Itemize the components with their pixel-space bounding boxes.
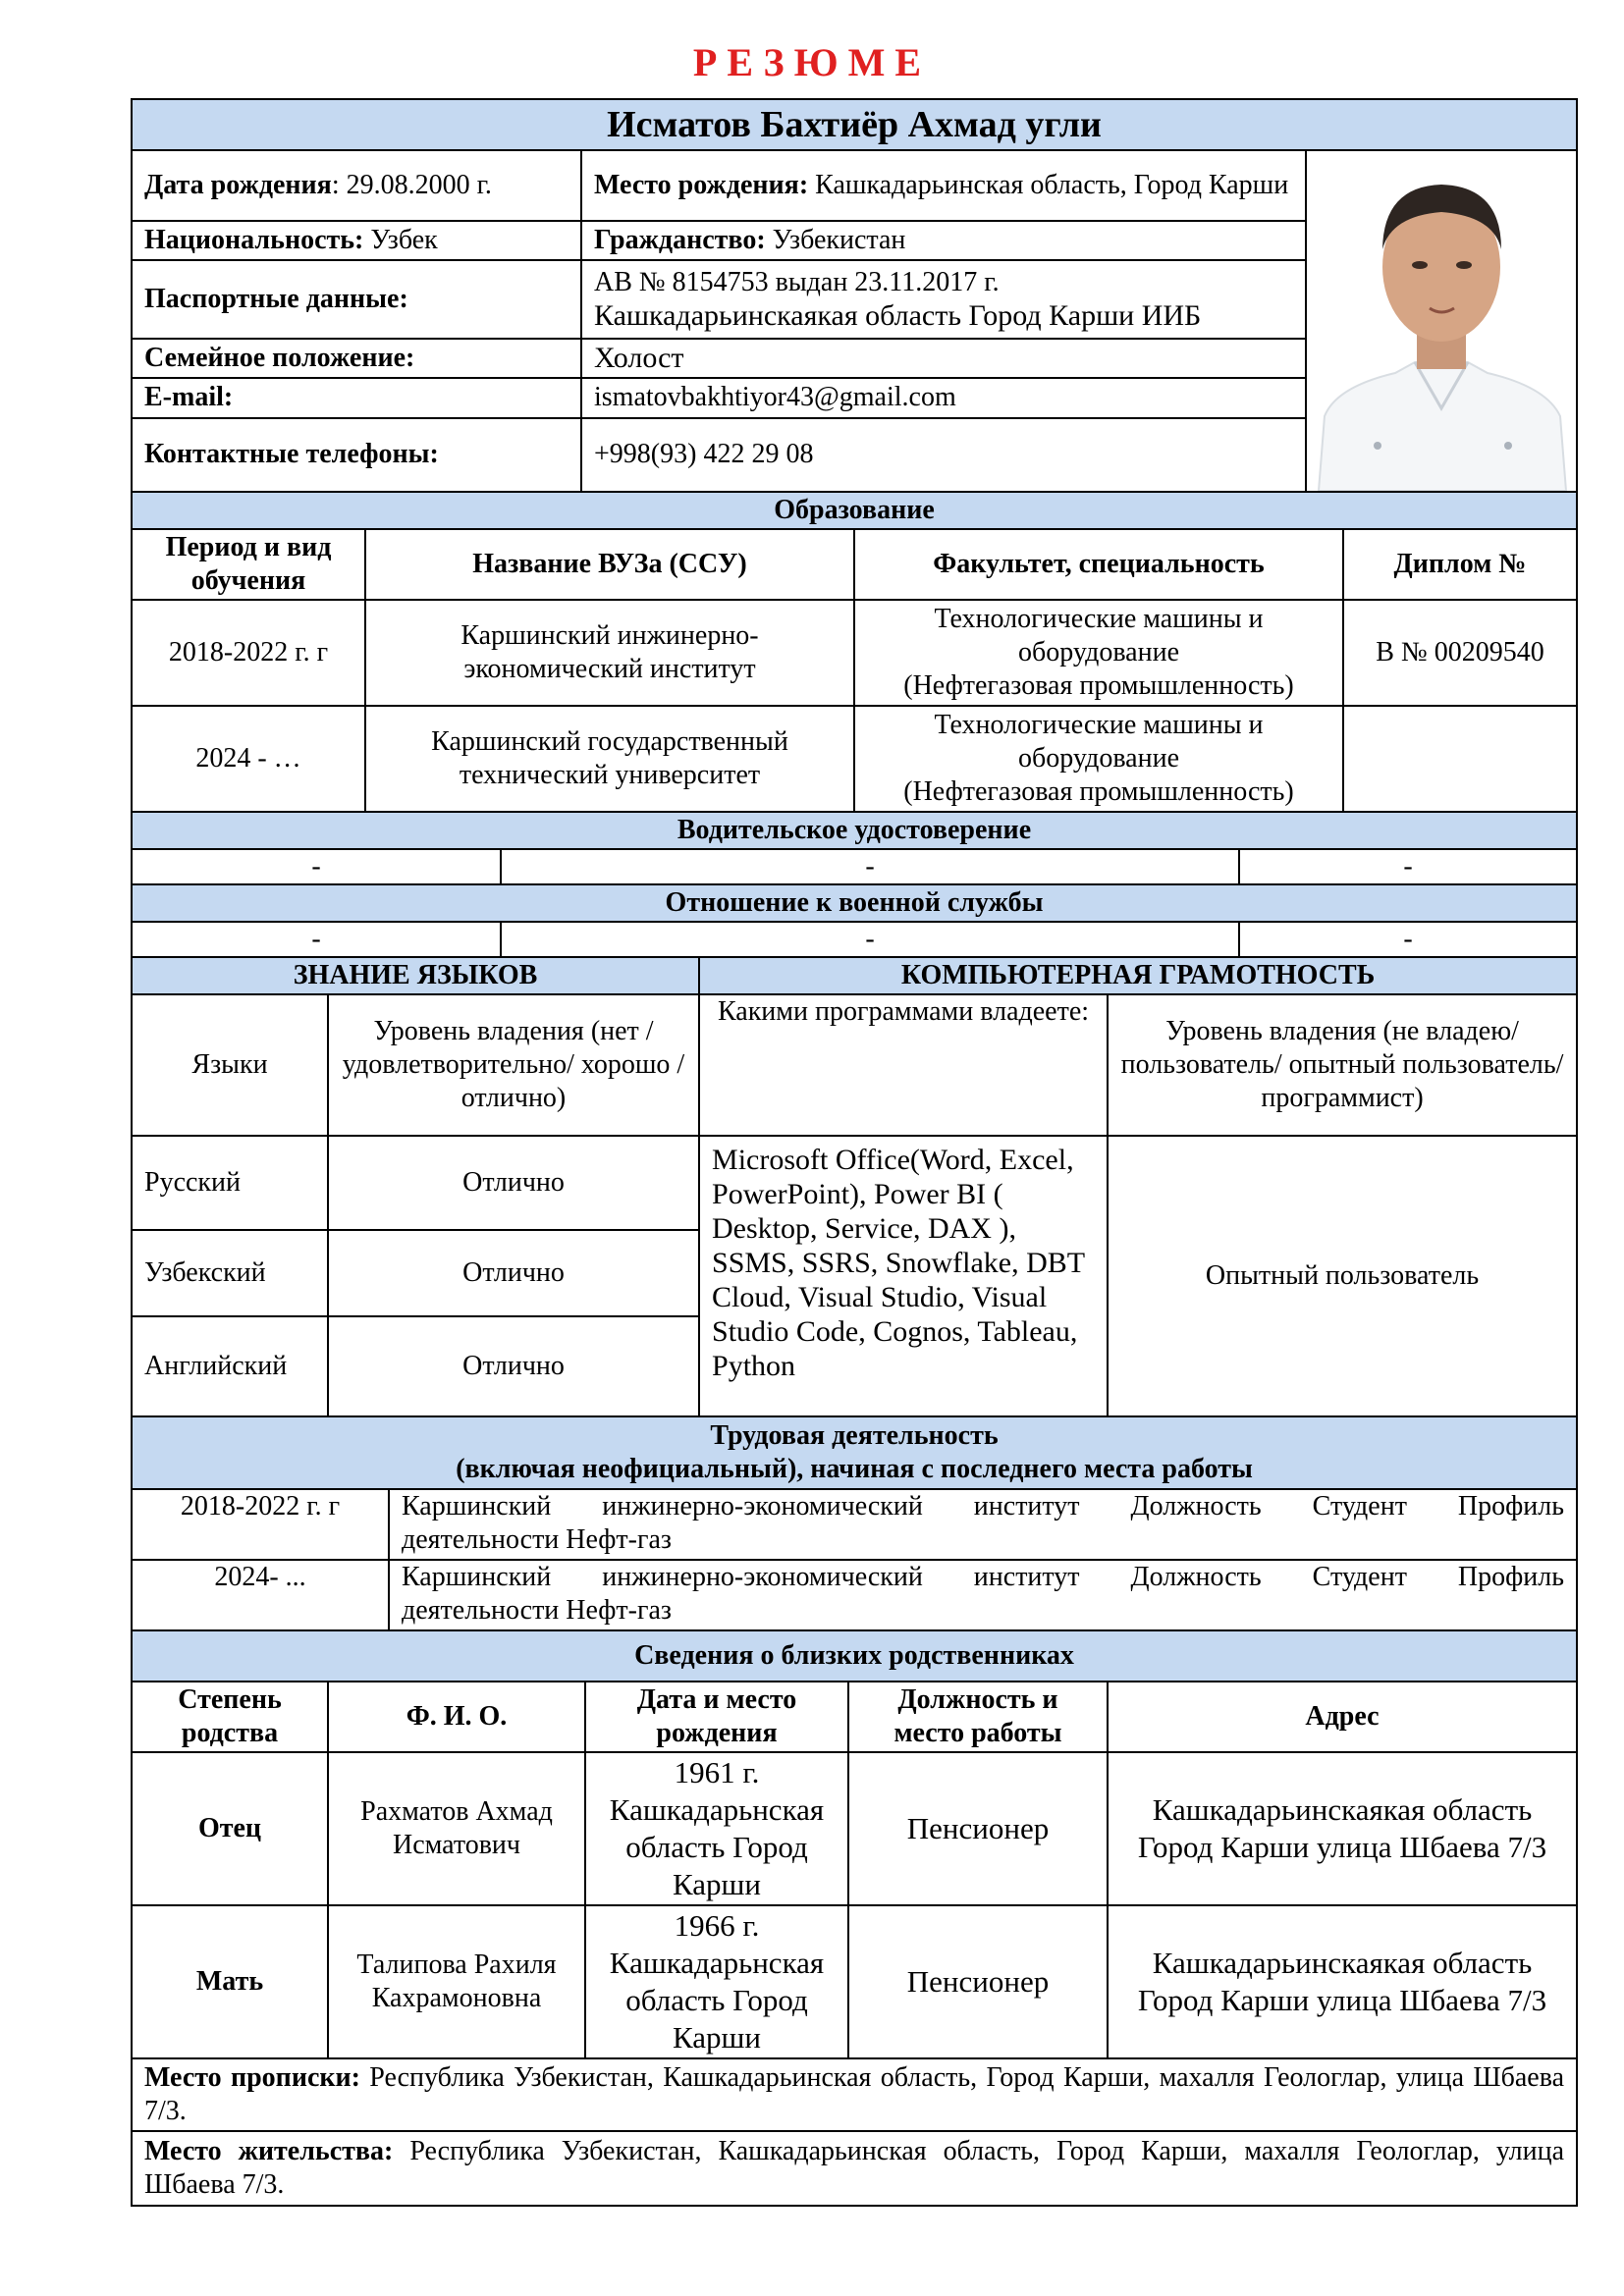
military-value: -: [132, 922, 501, 957]
email-value: ismatovbakhtiyor43@gmail.com: [581, 378, 1306, 417]
language-name: Русский: [132, 1136, 328, 1230]
driving-value: -: [1239, 849, 1577, 884]
marital-label: Семейное положение:: [132, 339, 581, 378]
rel-header-birth: Дата и место рождения: [585, 1682, 848, 1752]
edu-period: 2018-2022 г. г: [132, 600, 365, 706]
relative-row: [132, 1905, 1577, 2058]
phone-label: Контактные телефоны:: [132, 418, 581, 492]
work-table: [131, 1415, 1578, 1631]
relative-birth: 1961 г. Кашкадарьнская область Город Карши: [585, 1752, 848, 1905]
relative-name: Талипова Рахиля Кахрамоновна: [328, 1905, 585, 2058]
personal-info-table: [131, 98, 1578, 493]
languages-section-title: ЗНАНИЕ ЯЗЫКОВ: [132, 957, 699, 994]
relative-row: [132, 1752, 1577, 1905]
rel-header-name: Ф. И. О.: [328, 1682, 585, 1752]
language-name: Английский: [132, 1316, 328, 1416]
relative-address: Кашкадарьинскаякая область Город Карши улица Шбаева 7/3: [1108, 1905, 1577, 2058]
rel-header-relation: Степень родства: [132, 1682, 328, 1752]
relatives-section-title: Сведения о близких родственниках: [132, 1630, 1577, 1682]
work-row: [132, 1489, 1577, 1560]
relative-name: Рахматов Ахмад Исматович: [328, 1752, 585, 1905]
language-level: Отлично: [328, 1230, 699, 1316]
computer-col-level: Уровень владения (не владею/пользователь/ опытный пользователь/ программист): [1108, 994, 1577, 1136]
page-title: РЕЗЮМЕ: [692, 40, 932, 84]
language-row: [132, 1136, 1577, 1230]
education-table: [131, 491, 1578, 813]
edu-header-period: Период и вид обучения: [132, 529, 365, 600]
edu-header-faculty: Факультет, специальность: [854, 529, 1343, 600]
relative-relation: Отец: [132, 1752, 328, 1905]
passport-value: АВ № 8154753 выдан 23.11.2017 г. Кашкадарьинскаякая область Город Карши ИИБ: [581, 260, 1306, 339]
military-value: -: [1239, 922, 1577, 957]
education-row: [132, 600, 1577, 706]
edu-diploma: В № 00209540: [1343, 600, 1577, 706]
languages-col-level: Уровень владения (нет /удовлетворительно/ хорошо / отлично): [328, 994, 699, 1136]
military-value: -: [501, 922, 1239, 957]
relatives-table: [131, 1629, 1578, 2207]
driving-value: -: [501, 849, 1239, 884]
skills-table: [131, 956, 1578, 1417]
work-section-title: Трудовая деятельность (включая неофициальный), начиная с последнего места работы: [132, 1416, 1577, 1489]
edu-faculty: Технологические машины и оборудование (Нефтегазовая промышленность): [854, 706, 1343, 812]
passport-label: Паспортные данные:: [132, 260, 581, 339]
residence-address: Место жительства: Республика Узбекистан, Кашкадарьинская область, Город Карши, махалля Геологлар, улица Шбаева 7/3.: [132, 2131, 1577, 2206]
work-period: 2018-2022 г. г: [132, 1489, 389, 1560]
language-name: Узбекский: [132, 1230, 328, 1316]
computer-level: Опытный пользователь: [1108, 1136, 1577, 1416]
email-label: E-mail:: [132, 378, 581, 417]
birth-place: Место рождения: Кашкадарьинская область, Город Карши: [581, 150, 1306, 221]
computer-col-programs: Какими программами владеете:: [699, 994, 1108, 1136]
driving-section-title: Водительское удостоверение: [132, 812, 1577, 849]
edu-school: Каршинский государственный технический университет: [365, 706, 854, 812]
driving-value: -: [132, 849, 501, 884]
edu-header-diploma: Диплом №: [1343, 529, 1577, 600]
edu-faculty: Технологические машины и оборудование (Нефтегазовая промышленность): [854, 600, 1343, 706]
edu-period: 2024 - …: [132, 706, 365, 812]
relative-address: Кашкадарьинскаякая область Город Карши улица Шбаева 7/3: [1108, 1752, 1577, 1905]
photo-cell: [1306, 150, 1577, 492]
language-level: Отлично: [328, 1316, 699, 1416]
relative-job: Пенсионер: [848, 1905, 1108, 2058]
languages-col-lang: Языки: [132, 994, 328, 1136]
rel-header-address: Адрес: [1108, 1682, 1577, 1752]
work-period: 2024- ...: [132, 1560, 389, 1630]
relative-birth: 1966 г. Кашкадарьнская область Город Карши: [585, 1905, 848, 2058]
work-description: Каршинский инжинерно-экономический институт Должность Студент Профиль деятельности Нефт-газ: [389, 1560, 1577, 1630]
education-row: [132, 706, 1577, 812]
marital-value: Холост: [581, 339, 1306, 378]
driving-military-table: [131, 811, 1578, 958]
citizenship: Гражданство: Узбекистан: [581, 221, 1306, 259]
computer-section-title: КОМПЬЮТЕРНАЯ ГРАМОТНОСТЬ: [699, 957, 1577, 994]
computer-programs: Microsoft Office(Word, Excel, PowerPoint), Power BI ( Desktop, Service, DAX ), SSMS, SSRS, Snowflake, DBT Cloud, Visual Studio, Visual Studio Code, Cognos, Tableau, Python: [699, 1136, 1108, 1416]
full-name: Исматов Бахтиёр Ахмад угли: [132, 99, 1577, 150]
education-section-title: Образование: [132, 492, 1577, 529]
military-section-title: Отношение к военной службы: [132, 884, 1577, 922]
work-row: [132, 1560, 1577, 1630]
relative-job: Пенсионер: [848, 1752, 1108, 1905]
relative-relation: Мать: [132, 1905, 328, 2058]
profile-photo: [1307, 151, 1576, 491]
edu-header-school: Название ВУЗа (ССУ): [365, 529, 854, 600]
edu-diploma: [1343, 706, 1577, 812]
phone-value: +998(93) 422 29 08: [581, 418, 1306, 492]
edu-school: Каршинский инжинерно-экономический институт: [365, 600, 854, 706]
birth-date: Дата рождения: 29.08.2000 г.: [132, 150, 581, 221]
registration-address: Место прописки: Республика Узбекистан, Кашкадарьинская область, Город Карши, махалля Геологлар, улица Шбаева 7/3.: [132, 2058, 1577, 2131]
work-description: Каршинский инжинерно-экономический институт Должность Студент Профиль деятельности Нефт-газ: [389, 1489, 1577, 1560]
language-level: Отлично: [328, 1136, 699, 1230]
rel-header-job: Должность и место работы: [848, 1682, 1108, 1752]
nationality: Национальность: Узбек: [132, 221, 581, 259]
